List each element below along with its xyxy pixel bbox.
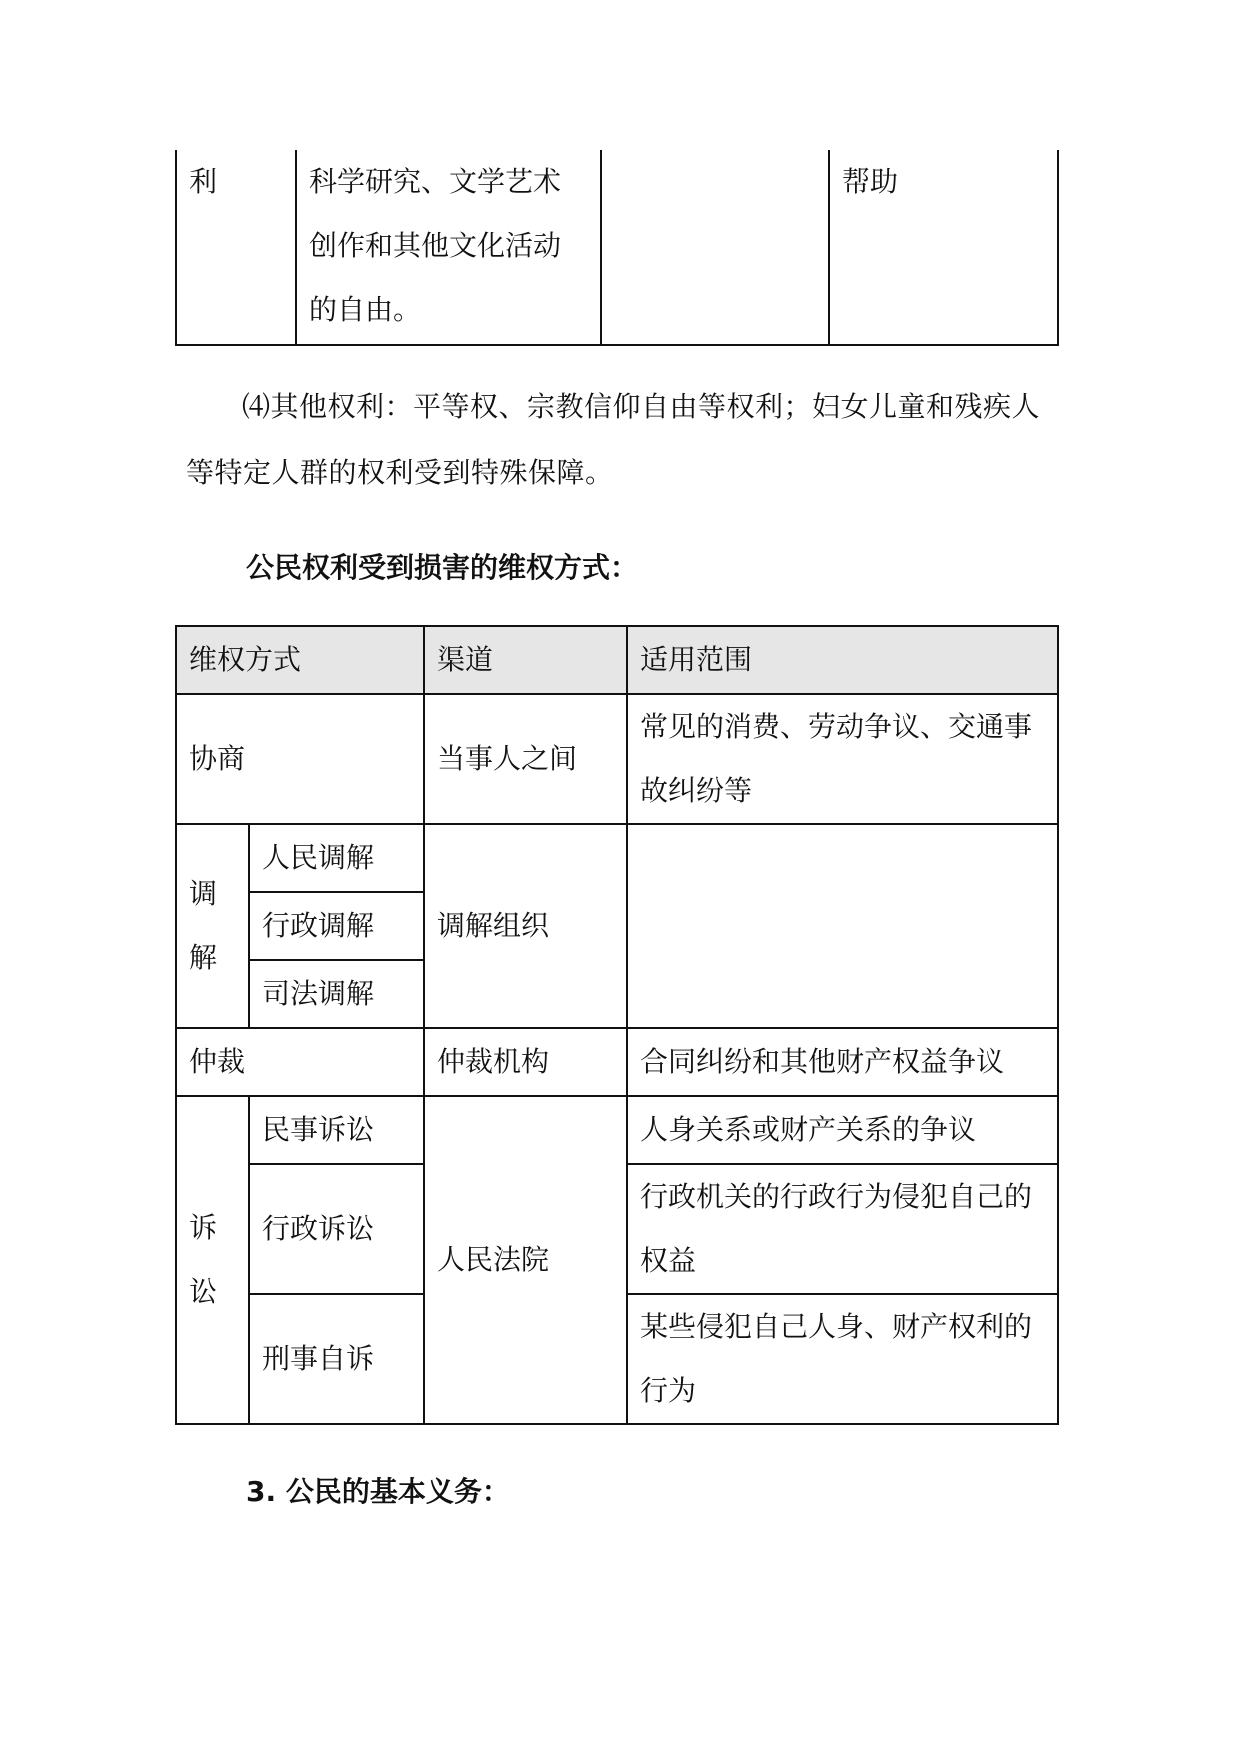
table-cell: 行政诉讼 bbox=[249, 1164, 424, 1294]
table-header-row bbox=[176, 626, 1058, 694]
table-cell: 仲裁机构 bbox=[424, 1028, 627, 1096]
table-cell: 行政机关的行政行为侵犯自己的权益 bbox=[627, 1164, 1058, 1294]
table-cell: 仲裁 bbox=[176, 1028, 424, 1096]
table-row bbox=[176, 1096, 1058, 1164]
table-cell: 行政调解 bbox=[249, 892, 424, 960]
group-label: 调解 bbox=[189, 877, 218, 974]
table-row bbox=[176, 150, 1058, 345]
paragraph-other-rights: ⑷其他权利：平等权、宗教信仰自由等权利；妇女儿童和残疾人等特定人群的权利受到特殊保障。 bbox=[186, 390, 1041, 489]
table-cell: 人民法院 bbox=[424, 1096, 627, 1424]
table-cell: 刑事自诉 bbox=[249, 1294, 424, 1424]
rights-continuation-table bbox=[175, 150, 1059, 346]
table-cell bbox=[176, 824, 249, 1028]
table-cell: 帮助 bbox=[829, 150, 1058, 345]
table-cell: 协商 bbox=[176, 694, 424, 824]
group-label: 诉讼 bbox=[189, 1211, 218, 1308]
table-cell bbox=[176, 1096, 249, 1424]
table-cell: 某些侵犯自己人身、财产权利的行为 bbox=[627, 1294, 1058, 1424]
column-header: 适用范围 bbox=[627, 626, 1058, 694]
section-heading-remedies: 公民权利受到损害的维权方式： bbox=[246, 551, 639, 584]
table-cell: 当事人之间 bbox=[424, 694, 627, 824]
table-cell: 科学研究、文学艺术创作和其他文化活动的自由。 bbox=[296, 150, 601, 345]
table-row bbox=[176, 1028, 1058, 1096]
table-row bbox=[176, 824, 1058, 892]
table-cell: 调解组织 bbox=[424, 824, 627, 1028]
table-cell: 人身关系或财产关系的争议 bbox=[627, 1096, 1058, 1164]
table-cell: 民事诉讼 bbox=[249, 1096, 424, 1164]
table-row bbox=[176, 694, 1058, 824]
table-cell bbox=[601, 150, 829, 345]
column-header: 维权方式 bbox=[176, 626, 424, 694]
table-cell: 司法调解 bbox=[249, 960, 424, 1028]
remedies-table bbox=[175, 625, 1059, 1425]
table-cell: 常见的消费、劳动争议、交通事故纠纷等 bbox=[627, 694, 1058, 824]
section-heading-duties: 3. 公民的基本义务： bbox=[246, 1475, 510, 1508]
column-header: 渠道 bbox=[424, 626, 627, 694]
table-cell: 人民调解 bbox=[249, 824, 424, 892]
table-cell: 利 bbox=[176, 150, 296, 345]
table-cell: 合同纠纷和其他财产权益争议 bbox=[627, 1028, 1058, 1096]
table-cell bbox=[627, 824, 1058, 1028]
